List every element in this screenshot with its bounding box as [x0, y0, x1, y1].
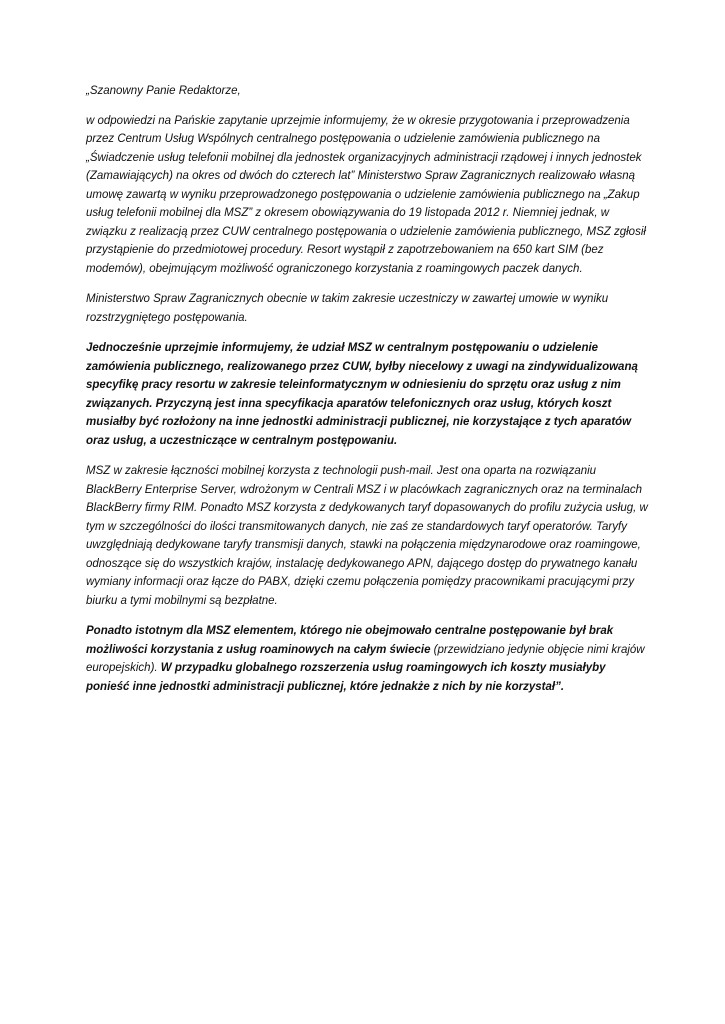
- paragraph-3-bold: Jednocześnie uprzejmie informujemy, że udział MSZ w centralnym postępowaniu o udzielenie zamówienia publicznego, realizowanego przez CUW, byłby niecelowy z uwagi na zindywidualizowaną specyfikę pracy resortu w zakresie teleinformatycznym w odniesieniu do sprzętu oraz usług z nim związanych. Przyczyną jest inna specyfikacja aparatów telefonicznych oraz usług, których koszt musiałby być rozłożony na inne jednostki administracji publicznej, nie korzystające z tych aparatów oraz usług, a uczestniczące w centralnym postępowaniu.: [86, 342, 638, 447]
- paragraph-5-bold-part-a: Ponadto istotnym dla MSZ elementem, którego nie obejmowało centralne postępowanie był brak możliwości korzystania z usług roaminowych na całym świecie: [86, 625, 614, 656]
- paragraph-5-normal-part: (przewidziano jedynie objęcie nimi krajów europejskich).: [86, 643, 645, 674]
- paragraph-5-bold-part-b: W przypadku globalnego rozszerzenia usług roamingowych ich koszty musiałyby ponieść inne jednostki administracji publicznej, które jednakże z nich by nie korzystał”.: [86, 662, 606, 693]
- paragraph-5: [86, 622, 651, 696]
- paragraph-1: w odpowiedzi na Pańskie zapytanie uprzejmie informujemy, że w okresie przygotowania i przeprowadzenia przez Centrum Usług Wspólnych centralnego postępowania o udzielenie zamówienia publicznego na „Świadczenie usług telefonii mobilnej dla jednostek organizacyjnych administracji rządowej i innych jednostek (Zamawiających) na okres od dwóch do czterech lat” Ministerstwo Spraw Zagranicznych realizowało własną umowę zawartą w wyniku przeprowadzonego postępowania o udzielenie zamówienia publicznego na „Zakup usług telefonii mobilnej dla MSZ” z okresem obowiązywania do 19 listopada 2012 r. Niemniej jednak, w związku z realizacją przez CUW centralnego postępowania o udzielenie zamówienia publicznego, MSZ zgłosił przystąpienie do przedmiotowej procedury. Resort wystąpił z zapotrzebowaniem na 650 kart SIM (bez modemów), obejmującym możliwość ograniczonego korzystania z roamingowych paczek danych.: [86, 114, 646, 275]
- letter-body: [86, 82, 651, 708]
- paragraph-4: MSZ w zakresie łączności mobilnej korzysta z technologii push-mail. Jest ona oparta na rozwiązaniu BlackBerry Enterprise Server, wdrożonym w Centrali MSZ i w placówkach zagranicznych oraz na terminalach BlackBerry firmy RIM. Ponadto MSZ korzysta z dedykowanych taryf dopasowanych do profilu zużycia usług, w tym w szczególności do ilości transmitowanych danych, nie zaś ze standardowych taryf operatorów. Taryfy uwzględniają dedykowane taryfy transmisji danych, stawki na połączenia międzynarodowe oraz roamingowe, odnoszące się do wszystkich krajów, instalację dedykowanego APN, dającego dostęp do prywatnego kanału wymiany informacji oraz łącze do PABX, dzięki czemu połączenia pomiędzy pracownikami pracującymi przy biurku a tymi mobilnymi są bezpłatne.: [86, 465, 648, 607]
- letter-greeting: „Szanowny Panie Redaktorze,: [86, 85, 241, 97]
- paragraph-2: Ministerstwo Spraw Zagranicznych obecnie w takim zakresie uczestniczy w zawartej umowie w wyniku rozstrzygniętego postępowania.: [86, 293, 609, 324]
